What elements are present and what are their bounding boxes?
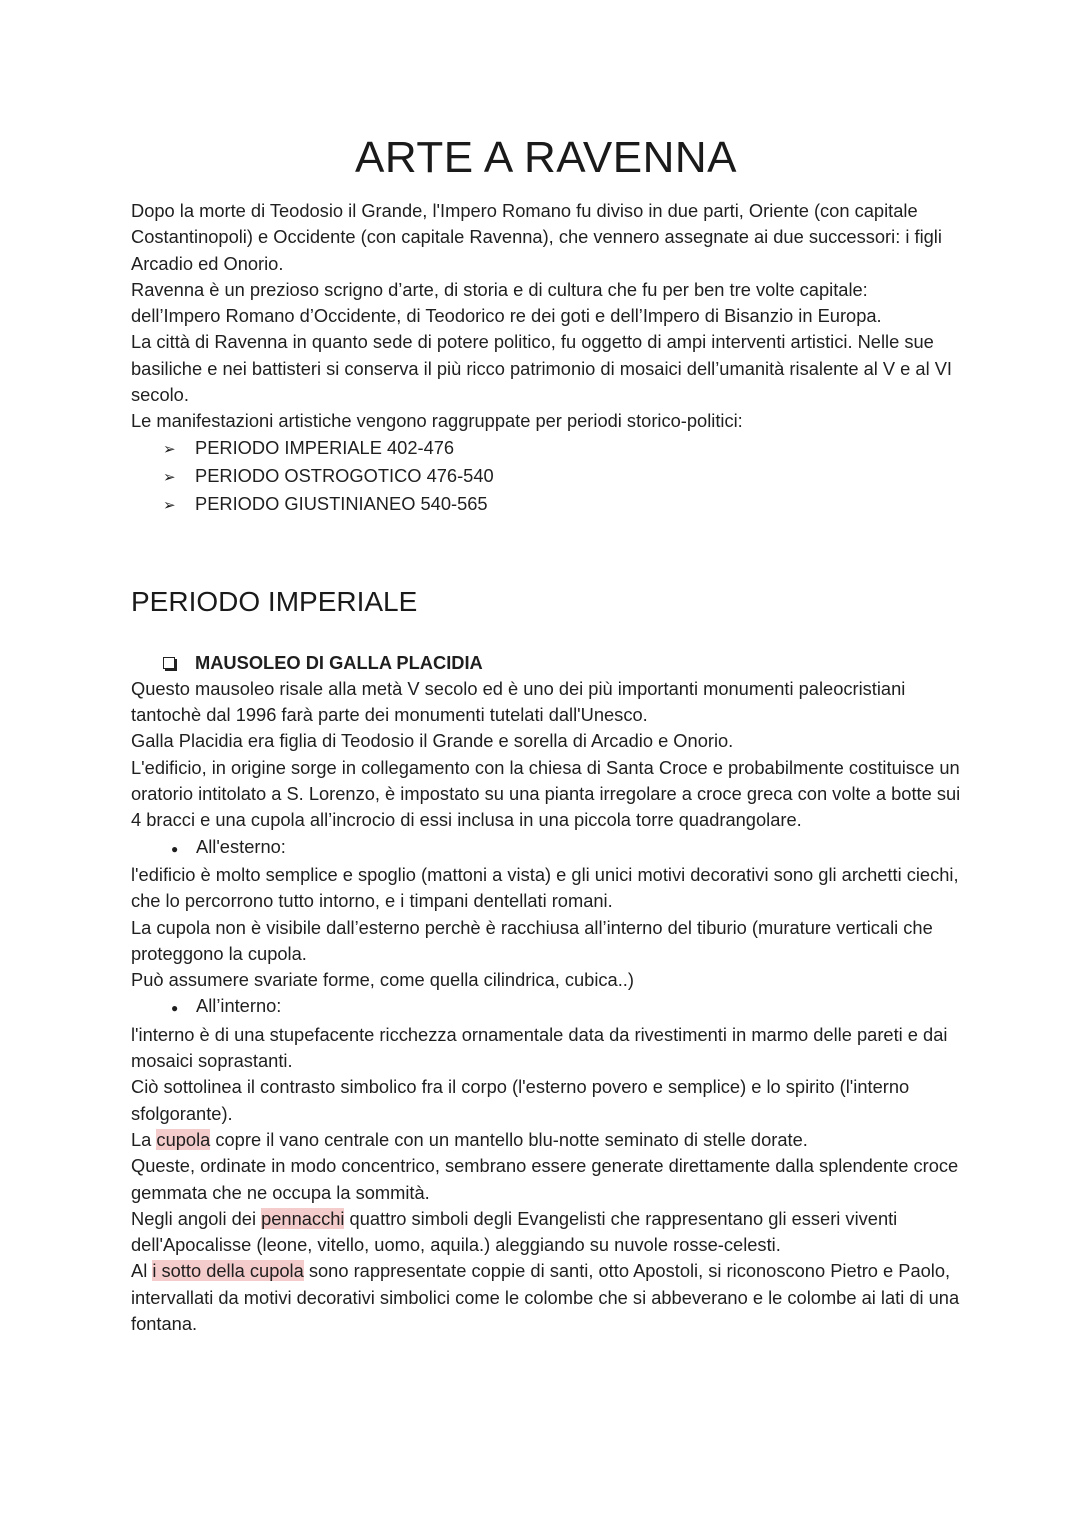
intro-paragraph-4: Le manifestazioni artistiche vengono raggruppate per periodi storico-politici:: [131, 410, 743, 432]
period-label: PERIODO GIUSTINIANEO 540-565: [195, 493, 488, 515]
interior-paragraph-6: [131, 1258, 961, 1337]
interior-paragraph-4: Queste, ordinate in modo concentrico, sembrano essere generate direttamente dalla splendente croce gemmata che ne occupa la sommità.: [131, 1155, 959, 1203]
interior-paragraph-5: [131, 1206, 961, 1259]
section-heading: PERIODO IMPERIALE: [131, 585, 418, 617]
highlighted-text: cupola: [156, 1128, 211, 1150]
dot-bullet-icon: ●: [171, 1001, 179, 1016]
dot-bullet-icon: ●: [171, 841, 179, 856]
interior-paragraph-3: [131, 1127, 961, 1153]
document-title: ARTE A RAVENNA: [355, 133, 737, 182]
arrow-bullet-icon: ➢: [163, 440, 176, 458]
text-run: La: [131, 1128, 157, 1150]
period-label: PERIODO IMPERIALE 402-476: [195, 436, 455, 458]
list-item: [163, 491, 961, 519]
list-item: [163, 463, 961, 491]
highlighted-text: pennacchi: [261, 1207, 345, 1229]
text-run: Negli angoli dei: [131, 1207, 262, 1229]
periods-list: [131, 435, 961, 520]
exterior-paragraph-2: La cupola non è visibile dall’esterno perchè è racchiusa all’interno del tiburio (murature verticali che proteggono la cupola.: [131, 916, 933, 964]
exterior-paragraph-1: l'edificio è molto semplice e spoglio (mattoni a vista) e gli unici motivi decorativi sono gli archetti ciechi, che lo percorrono tutto intorno, e i timpani dentellati romani.: [131, 863, 959, 912]
intro-paragraph-1: Dopo la morte di Teodosio il Grande, l'Impero Romano fu diviso in due parti, Oriente (con capitale Costantinopoli) e Occidente (con capitale Ravenna), che vennero assegnate ai due successori: i figli Arcadio ed Onorio.: [131, 200, 942, 274]
period-label: PERIODO OSTROGOTICO 476-540: [195, 464, 494, 486]
subsection-title-text: MAUSOLEO DI GALLA PLACIDIA: [195, 651, 483, 673]
interior-label: All’interno:: [196, 995, 282, 1017]
text-run: quattro simboli degli Evangelisti che rappresentano gli esseri viventi dell'Apocalisse (leone, vitello, uomo, aquila.) aleggiando su nuvole rosse-celesti.: [131, 1207, 898, 1256]
mausoleum-paragraph-2: Galla Placidia era figlia di Teodosio il Grande e sorella di Arcadio e Onorio.: [131, 730, 734, 752]
subsection-title: [163, 650, 961, 676]
interior-paragraph-1: l'interno è di una stupefacente ricchezza ornamentale data da rivestimenti in marmo delle pareti e dai mosaici soprastanti.: [131, 1023, 948, 1072]
exterior-paragraph-3: Può assumere svariate forme, come quella cilindrica, cubica..): [131, 969, 634, 991]
interior-bullet: [131, 993, 961, 1021]
intro-paragraph-2: Ravenna è un prezioso scrigno d’arte, di storia e di cultura che fu per ben tre volte capitale: dell’Impero Romano d’Occidente, di Teodorico re dei goti e dell’Impero di Bisanzio in Europa.: [131, 278, 882, 327]
mausoleum-paragraph-1: Questo mausoleo risale alla metà V secolo ed è uno dei più importanti monumenti paleocristiani tantochè dal 1996 farà parte dei monumenti tutelati dall'Unesco.: [131, 677, 906, 726]
arrow-bullet-icon: ➢: [163, 468, 176, 486]
exterior-bullet: [131, 834, 961, 862]
text-run: Al: [131, 1260, 153, 1282]
document-page: [131, 130, 961, 1337]
arrow-bullet-icon: ➢: [163, 497, 176, 515]
exterior-label: All'esterno:: [196, 835, 286, 857]
text-run: sono rappresentate coppie di santi, otto Apostoli, si riconoscono Pietro e Paolo, intervallati da motivi decorativi simbolici come le colombe che si abbeverano e le colombe ai lati di una fontana.: [131, 1260, 960, 1334]
checkbox-bullet-icon: [163, 657, 175, 669]
intro-paragraph-3: La città di Ravenna in quanto sede di potere politico, fu oggetto di ampi interventi artistici. Nelle sue basiliche e nei battisteri si conserva il più ricco patrimonio di mosaici dell’umanità risalente al V e al VI secolo.: [131, 331, 953, 406]
list-item: [163, 435, 961, 463]
highlighted-text: i sotto della cupola: [152, 1260, 304, 1282]
mausoleum-paragraph-3: L'edificio, in origine sorge in collegamento con la chiesa di Santa Croce e probabilmente costituisce un oratorio intitolato a S. Lorenzo, è impostato su una pianta irregolare a croce greca con volte a botte sui 4 bracci e una cupola all’incrocio di essi inclusa in una piccola torre quadrangolare.: [131, 756, 961, 831]
interior-paragraph-2: Ciò sottolinea il contrasto simbolico fra il corpo (l'esterno povero e semplice) e lo spirito (l'interno sfolgorante).: [131, 1076, 910, 1124]
text-run: copre il vano centrale con un mantello blu-notte seminato di stelle dorate.: [210, 1128, 808, 1150]
